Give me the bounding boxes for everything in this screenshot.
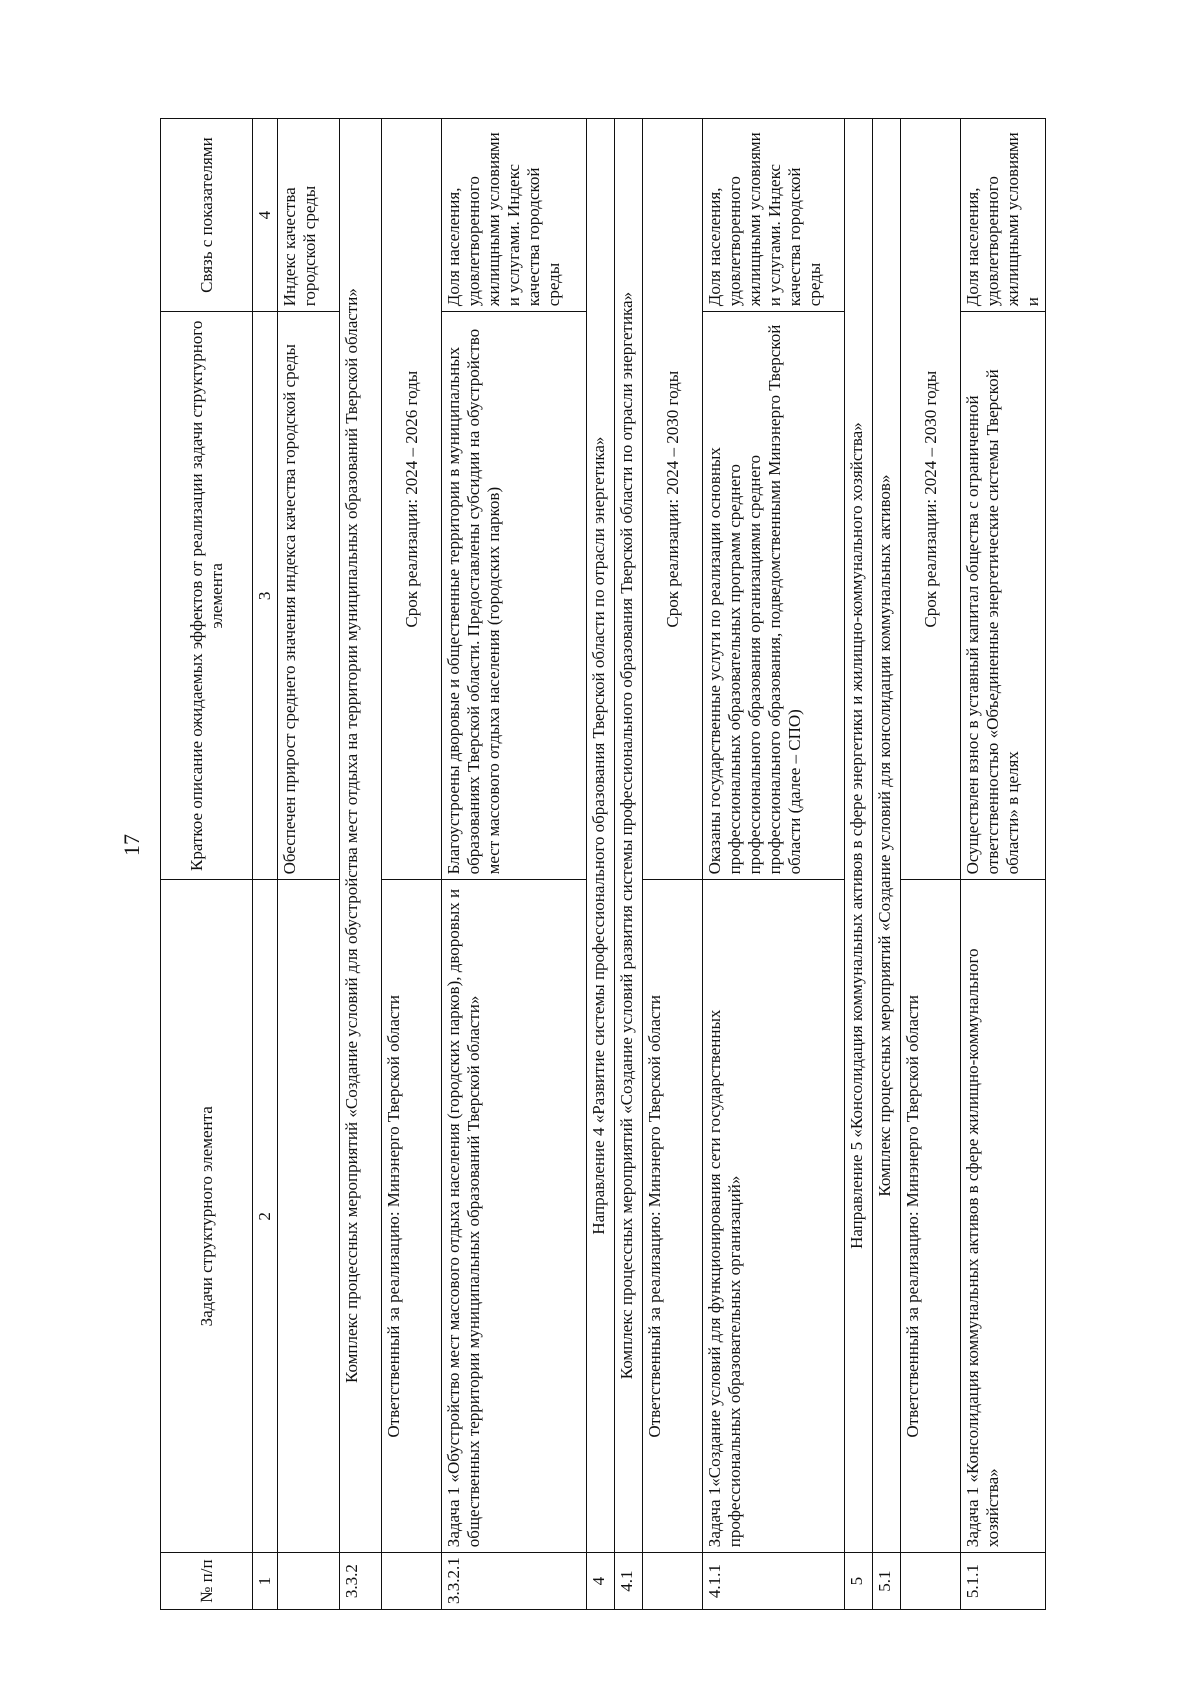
header-task: Задачи структурного элемента <box>161 880 253 1553</box>
page-number: 17 <box>119 834 144 856</box>
row-num: 3.3.2 <box>340 1553 382 1610</box>
implementation-period: Срок реализации: 2024 – 2030 годы <box>901 119 961 880</box>
row-num <box>278 1553 340 1610</box>
responsible: Ответственный за реализацию: Минэнерго Тверской области <box>901 880 961 1553</box>
row-num <box>643 1553 703 1610</box>
column-index-1: 1 <box>253 1553 278 1610</box>
column-index-2: 2 <box>253 880 278 1553</box>
row-indicator: Доля населения, удовлетворенного жилищными условиями и <box>961 119 1046 312</box>
table-row <box>615 119 643 1610</box>
row-num: 5.1 <box>873 1553 901 1610</box>
table-row <box>643 119 703 1610</box>
row-num: 5.1.1 <box>961 1553 1046 1610</box>
table-row <box>703 119 845 1610</box>
row-num: 4 <box>587 1553 615 1610</box>
table-row <box>587 119 615 1610</box>
table-row <box>340 119 382 1610</box>
header-indicator: Связь с показателями <box>161 119 253 312</box>
row-num: 3.3.2.1 <box>442 1553 587 1610</box>
table-row <box>845 119 873 1610</box>
complex-title: Комплекс процессных мероприятий «Создание условий развития системы профессионального образования Тверской области по отрасли энергетика» <box>615 119 643 1553</box>
header-effect: Краткое описание ожидаемых эффектов от реализации задачи структурного элемента <box>161 312 253 880</box>
table-header-row <box>161 119 253 1610</box>
row-effect: Обеспечен прирост среднего значения индекса качества городской среды <box>278 312 340 880</box>
row-effect: Осуществлен взнос в уставный капитал общества с ограниченной ответственностью «Объединенные энергетические системы Тверской области» в целях <box>961 312 1046 880</box>
row-num: 4.1 <box>615 1553 643 1610</box>
row-task: Задача 1 «Консолидация коммунальных активов в сфере жилищно-коммунального хозяйства» <box>961 880 1046 1553</box>
column-index-row <box>253 119 278 1610</box>
structural-element-tasks-table <box>160 118 1046 1610</box>
rotated-table-container <box>160 118 1200 1610</box>
complex-title: Комплекс процессных мероприятий «Создание условий для консолидации коммунальных активов» <box>873 119 901 1553</box>
table-row <box>873 119 901 1610</box>
responsible: Ответственный за реализацию: Минэнерго Тверской области <box>643 880 703 1553</box>
row-num <box>382 1553 442 1610</box>
responsible: Ответственный за реализацию: Минэнерго Тверской области <box>382 880 442 1553</box>
table-row <box>278 119 340 1610</box>
row-task: Задача 1 «Обустройство мест массового отдыха населения (городских парков), дворовых и общественных территории муниципальных образований Тверской области» <box>442 880 587 1553</box>
row-indicator: Доля населения, удовлетворенного жилищными условиями и услугами. Индекс качества городской среды <box>703 119 845 312</box>
header-num: № п/п <box>161 1553 253 1610</box>
implementation-period: Срок реализации: 2024 – 2026 годы <box>382 119 442 880</box>
complex-title: Комплекс процессных мероприятий «Создание условий для обустройства мест отдыха на территории муниципальных образований Тверской области» <box>340 119 382 1553</box>
table-row <box>442 119 587 1610</box>
row-effect: Благоустроены дворовые и общественные территории в муниципальных образованиях Тверской области. Предоставлены субсидии на обустройство мест массового отдыха населения (городских парков) <box>442 312 587 880</box>
implementation-period: Срок реализации: 2024 – 2030 годы <box>643 119 703 880</box>
row-effect: Оказаны государственные услуги по реализации основных профессиональных образовательных программ среднего профессионального образования организациями среднего профессионального образования, подведомственными Минэнерго Тверской области (далее – СПО) <box>703 312 845 880</box>
column-index-4: 4 <box>253 119 278 312</box>
row-indicator: Индекс качества городской среды <box>278 119 340 312</box>
table-row <box>382 119 442 1610</box>
direction-title: Направление 4 «Развитие системы профессионального образования Тверской области по отрасли энергетика» <box>587 119 615 1553</box>
row-task: Задача 1«Создание условий для функционирования сети государственных профессиональных образовательных организаций» <box>703 880 845 1553</box>
row-num: 4.1.1 <box>703 1553 845 1610</box>
row-num <box>901 1553 961 1610</box>
row-indicator: Доля населения, удовлетворенного жилищными условиями и услугами. Индекс качества городской среды <box>442 119 587 312</box>
table-row <box>901 119 961 1610</box>
row-task <box>278 880 340 1553</box>
row-num: 5 <box>845 1553 873 1610</box>
direction-title: Направление 5 «Консолидация коммунальных активов в сфере энергетики и жилищно-коммунального хозяйства» <box>845 119 873 1553</box>
column-index-3: 3 <box>253 312 278 880</box>
table-row <box>961 119 1046 1610</box>
